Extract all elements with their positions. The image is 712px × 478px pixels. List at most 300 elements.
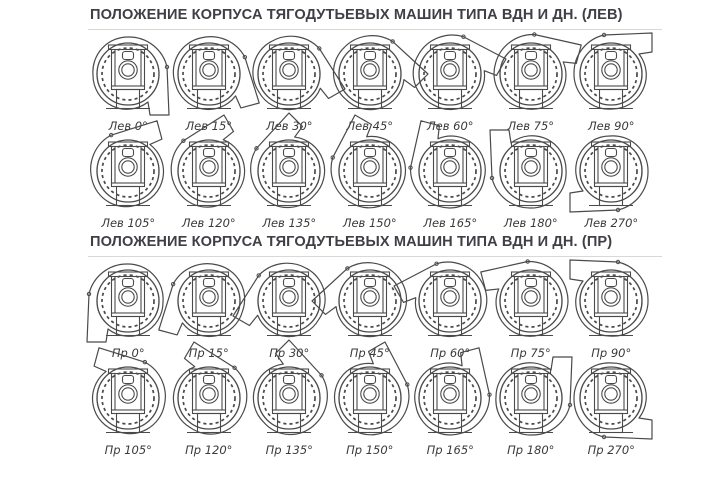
pedestal [439, 414, 462, 433]
top-bar [189, 272, 228, 277]
volute-outline [80, 348, 175, 442]
bearing-inner-circle [283, 161, 295, 173]
top-bar [109, 142, 148, 147]
fan-diagram [571, 362, 652, 459]
fan-casing [87, 264, 163, 342]
motor-assembly [348, 45, 392, 109]
cutoff-tongue-marker [257, 273, 262, 278]
pedestal [197, 317, 220, 336]
fan-position-label: Лев 105° [101, 216, 156, 230]
fan-casing [406, 348, 500, 443]
shaft-cap [445, 279, 456, 287]
shaft-cap [203, 149, 214, 157]
shaft-cap [364, 279, 375, 287]
cutoff-tongue-marker [319, 373, 324, 378]
fan-position-label: Пр 150° [346, 443, 394, 457]
lower-bar [112, 86, 145, 90]
casing-front-circle [339, 43, 401, 105]
top-bar [270, 369, 309, 374]
fan-position-label: Пр 270° [587, 443, 635, 457]
pedestal [117, 187, 140, 206]
casing-front-circle [178, 140, 240, 202]
shaft-cap [203, 376, 214, 384]
pedestal [197, 187, 220, 206]
fan-position-label: Лев 30° [265, 119, 313, 133]
casing-front-circle [500, 140, 562, 202]
pedestal [117, 414, 140, 433]
lower-bar [192, 313, 225, 317]
fan-casing [496, 357, 572, 435]
pedestal [117, 317, 140, 336]
bearing-inner-circle [525, 161, 537, 173]
lower-bar [434, 410, 467, 414]
impeller-dashed-circle [505, 145, 557, 197]
impeller-dashed-circle [263, 145, 315, 197]
bearing-outer-circle [602, 61, 620, 79]
shaft-cap [123, 52, 134, 60]
motor-assembly [267, 142, 311, 206]
fan-position-label: Лев 75° [507, 119, 555, 133]
fan-position-label: Лев 90° [587, 119, 635, 133]
shaft-cap [525, 149, 536, 157]
bearing-inner-circle [283, 388, 295, 400]
impeller-dashed-circle [102, 145, 154, 197]
impeller-dashed-circle [585, 145, 637, 197]
impeller-dashed-circle [585, 275, 637, 327]
casing-front-circle [339, 367, 401, 429]
bearing-outer-circle [441, 158, 459, 176]
fan-position-label: Пр 105° [104, 443, 152, 457]
impeller-dashed-circle [424, 145, 476, 197]
top-bar [189, 45, 228, 50]
motor-assembly [348, 272, 392, 336]
top-bar [511, 142, 550, 147]
bearing-inner-circle [364, 161, 376, 173]
lower-bar [514, 410, 547, 414]
shaft-cap [364, 376, 375, 384]
impeller-dashed-circle [263, 48, 315, 100]
lower-bar [514, 86, 547, 90]
volute-outline [159, 255, 253, 350]
volute-outline [401, 121, 495, 216]
casing-front-circle [580, 367, 642, 429]
top-bar [592, 142, 631, 147]
top-bar [189, 142, 228, 147]
impeller-dashed-circle [183, 145, 235, 197]
motor-assembly [106, 369, 150, 433]
pedestal [278, 90, 301, 109]
shaft-cap [445, 52, 456, 60]
bearing-outer-circle [119, 385, 137, 403]
bearing-outer-circle [602, 288, 620, 306]
pedestal [519, 187, 542, 206]
section-pr [0, 234, 712, 459]
casing-front-circle [258, 270, 320, 332]
bearing-outer-circle [441, 288, 459, 306]
bearing-inner-circle [525, 64, 537, 76]
fan-position-label: Пр 165° [426, 443, 474, 457]
top-bar [350, 142, 389, 147]
casing-front-circle [178, 367, 240, 429]
top-bar [592, 369, 631, 374]
volute-outline [394, 247, 500, 352]
impeller-dashed-circle [424, 372, 476, 424]
fan-position-label: Лев 45° [346, 119, 394, 133]
bearing-outer-circle [280, 288, 298, 306]
section-title-pr: ПОЛОЖЕНИЕ КОРПУСА ТЯГОДУТЬЕВЫХ МАШИН ТИПА ВДН И ДН. (ПР) [88, 234, 662, 257]
lower-bar [353, 183, 386, 187]
fan-casing [574, 33, 652, 109]
motor-assembly [589, 369, 633, 433]
bearing-outer-circle [200, 61, 218, 79]
fan-diagram [571, 38, 652, 135]
impeller-dashed-circle [424, 275, 476, 327]
bearing-inner-circle [283, 64, 295, 76]
bearing-inner-circle [364, 291, 376, 303]
lower-bar [273, 183, 306, 187]
lower-bar [595, 86, 628, 90]
volute-outline [82, 121, 177, 215]
fan-casing [394, 247, 500, 352]
pedestal [278, 187, 301, 206]
bearing-outer-circle [119, 61, 137, 79]
top-bar [189, 369, 228, 374]
bearing-inner-circle [444, 291, 456, 303]
bearing-inner-circle [444, 161, 456, 173]
casing-front-circle [500, 43, 562, 105]
impeller-dashed-circle [263, 275, 315, 327]
volute-outline [570, 260, 648, 336]
shaft-cap [606, 52, 617, 60]
fan-position-label: Пр 60° [430, 346, 471, 360]
volute-outline [233, 248, 338, 354]
fan-casing [80, 348, 175, 442]
cutoff-tongue-marker [532, 32, 536, 36]
casing-front-circle [97, 367, 159, 429]
shaft-cap [123, 279, 134, 287]
shaft-cap [203, 279, 214, 287]
pedestal [358, 317, 381, 336]
motor-assembly [106, 272, 150, 336]
bearing-outer-circle [280, 158, 298, 176]
pedestal [519, 414, 542, 433]
motor-assembly [267, 272, 311, 336]
top-bar [350, 272, 389, 277]
volute-outline [496, 357, 572, 435]
fan-casing [159, 255, 253, 350]
pedestal [358, 90, 381, 109]
top-bar [431, 272, 470, 277]
fan-casing [233, 248, 338, 354]
impeller-dashed-circle [344, 48, 396, 100]
bearing-outer-circle [361, 61, 379, 79]
pedestal [519, 90, 542, 109]
motor-assembly [187, 142, 231, 206]
shaft-cap [445, 376, 456, 384]
impeller-dashed-circle [585, 48, 637, 100]
fan-position-label: Пр 0° [111, 346, 145, 360]
motor-assembly [428, 142, 472, 206]
lower-bar [514, 313, 547, 317]
bearing-outer-circle [280, 61, 298, 79]
casing-front-circle [339, 270, 401, 332]
shaft-cap [445, 149, 456, 157]
impeller-dashed-circle [344, 145, 396, 197]
lower-bar [434, 86, 467, 90]
impeller-dashed-circle [344, 275, 396, 327]
bearing-inner-circle [122, 64, 134, 76]
bearing-outer-circle [602, 158, 620, 176]
fan-casing [82, 121, 177, 215]
cutoff-tongue-marker [254, 146, 259, 151]
casing-front-circle [580, 43, 642, 105]
lower-bar [353, 313, 386, 317]
volute-outline [574, 363, 652, 439]
casing-front-circle [580, 140, 642, 202]
cutoff-tongue-marker [243, 55, 247, 59]
lower-bar [192, 183, 225, 187]
top-bar [109, 369, 148, 374]
bearing-inner-circle [525, 388, 537, 400]
fan-casing [481, 252, 576, 346]
pedestal [197, 90, 220, 109]
motor-assembly [187, 45, 231, 109]
lower-bar [353, 86, 386, 90]
pedestal [600, 414, 623, 433]
fan-position-label: Пр 75° [510, 346, 551, 360]
bearing-inner-circle [605, 64, 617, 76]
cutoff-tongue-marker [603, 33, 606, 36]
bearing-inner-circle [122, 388, 134, 400]
cutoff-tongue-marker [434, 261, 439, 266]
fan-row-pr-105-270 [88, 362, 652, 459]
motor-assembly [348, 369, 392, 433]
cutoff-tongue-marker [617, 208, 620, 211]
lower-bar [192, 86, 225, 90]
lower-bar [434, 183, 467, 187]
fan-casing [574, 363, 652, 439]
impeller-dashed-circle [505, 48, 557, 100]
motor-assembly [106, 142, 150, 206]
motor-assembly [589, 45, 633, 109]
top-bar [109, 272, 148, 277]
fan-position-label: Лев 270° [584, 216, 639, 230]
fan-casing [570, 260, 648, 336]
cutoff-tongue-marker [603, 435, 606, 438]
impeller-dashed-circle [102, 48, 154, 100]
bearing-outer-circle [522, 288, 540, 306]
bearing-outer-circle [361, 385, 379, 403]
section-title-lev: ПОЛОЖЕНИЕ КОРПУСА ТЯГОДУТЬЕВЫХ МАШИН ТИПА ВДН И ДН. (ЛЕВ) [88, 7, 662, 30]
bearing-inner-circle [364, 64, 376, 76]
impeller-dashed-circle [183, 275, 235, 327]
pedestal [117, 90, 140, 109]
top-bar [431, 142, 470, 147]
bearing-inner-circle [203, 291, 215, 303]
impeller-dashed-circle [505, 275, 557, 327]
pedestal [278, 414, 301, 433]
fan-position-label: Пр 120° [185, 443, 233, 457]
impeller-dashed-circle [505, 372, 557, 424]
bearing-inner-circle [122, 291, 134, 303]
volute-outline [93, 37, 169, 115]
fan-casing [165, 28, 259, 123]
bearing-outer-circle [361, 288, 379, 306]
fan-position-label: Пр 180° [507, 443, 555, 457]
fan-row-lev-0-90 [88, 38, 652, 135]
cutoff-tongue-marker [88, 292, 91, 295]
shaft-cap [123, 149, 134, 157]
motor-assembly [509, 272, 553, 336]
fan-position-label: Пр 45° [349, 346, 390, 360]
lower-bar [353, 410, 386, 414]
shaft-cap [364, 52, 375, 60]
top-bar [350, 369, 389, 374]
top-bar [270, 45, 309, 50]
lower-bar [112, 410, 145, 414]
fan-position-label: Лев 180° [503, 216, 558, 230]
pedestal [197, 414, 220, 433]
lower-bar [273, 410, 306, 414]
bearing-outer-circle [522, 385, 540, 403]
fan-casing [570, 136, 648, 212]
pedestal [439, 187, 462, 206]
bearing-inner-circle [444, 388, 456, 400]
cutoff-tongue-marker [409, 166, 413, 170]
fan-position-label: Лев 135° [262, 216, 317, 230]
bearing-outer-circle [522, 158, 540, 176]
fan-diagram [571, 135, 652, 232]
bearing-inner-circle [444, 64, 456, 76]
cutoff-tongue-marker [317, 46, 322, 51]
motor-assembly [428, 369, 472, 433]
motor-assembly [428, 45, 472, 109]
lower-bar [112, 313, 145, 317]
pedestal [358, 414, 381, 433]
bearing-inner-circle [605, 161, 617, 173]
cutoff-tongue-marker [232, 365, 237, 370]
cutoff-tongue-marker [390, 39, 395, 44]
volute-outline [406, 348, 500, 443]
bearing-inner-circle [203, 161, 215, 173]
casing-front-circle [419, 270, 481, 332]
motor-assembly [267, 45, 311, 109]
bearing-inner-circle [364, 388, 376, 400]
impeller-dashed-circle [102, 372, 154, 424]
pedestal [358, 187, 381, 206]
shaft-cap [525, 376, 536, 384]
bearing-outer-circle [441, 61, 459, 79]
shaft-cap [284, 376, 295, 384]
bearing-outer-circle [200, 385, 218, 403]
bearing-outer-circle [200, 158, 218, 176]
fan-diagram [571, 265, 652, 362]
fan-position-label: Лев 150° [342, 216, 397, 230]
section-lev [0, 7, 712, 232]
fan-row-lev-105-270 [88, 135, 652, 232]
lower-bar [273, 86, 306, 90]
casing-front-circle [419, 43, 481, 105]
fan-row-pr-0-90 [88, 265, 652, 362]
fan-position-label: Лев 0° [108, 119, 148, 133]
motor-assembly [267, 369, 311, 433]
shaft-cap [525, 52, 536, 60]
top-bar [431, 45, 470, 50]
impeller-dashed-circle [585, 372, 637, 424]
bearing-outer-circle [119, 288, 137, 306]
casing-front-circle [258, 367, 320, 429]
lower-bar [434, 313, 467, 317]
fan-position-label: Пр 135° [265, 443, 313, 457]
shaft-cap [606, 149, 617, 157]
shaft-cap [364, 149, 375, 157]
cutoff-tongue-marker [330, 155, 335, 160]
bearing-inner-circle [283, 291, 295, 303]
pedestal [519, 317, 542, 336]
impeller-dashed-circle [344, 372, 396, 424]
shaft-cap [203, 52, 214, 60]
lower-bar [192, 410, 225, 414]
casing-front-circle [580, 270, 642, 332]
impeller-dashed-circle [424, 48, 476, 100]
bearing-outer-circle [602, 385, 620, 403]
motor-assembly [348, 142, 392, 206]
casing-front-circle [258, 43, 320, 105]
top-bar [592, 272, 631, 277]
fan-casing [401, 121, 495, 216]
volute-outline [165, 28, 259, 123]
impeller-dashed-circle [263, 372, 315, 424]
fan-casing [490, 130, 566, 208]
motor-assembly [187, 369, 231, 433]
bearing-inner-circle [203, 388, 215, 400]
volute-outline [490, 130, 566, 208]
bearing-outer-circle [441, 385, 459, 403]
casing-front-circle [339, 140, 401, 202]
casing-front-circle [419, 140, 481, 202]
fan-position-label: Пр 15° [188, 346, 229, 360]
top-bar [270, 272, 309, 277]
casing-front-circle [178, 270, 240, 332]
cutoff-tongue-marker [525, 259, 529, 263]
casing-front-circle [500, 270, 562, 332]
top-bar [511, 45, 550, 50]
pedestal [439, 90, 462, 109]
cutoff-tongue-marker [345, 266, 350, 271]
casing-front-circle [258, 140, 320, 202]
motor-assembly [509, 369, 553, 433]
top-bar [350, 45, 389, 50]
cutoff-tongue-marker [181, 138, 186, 143]
top-bar [511, 369, 550, 374]
bearing-outer-circle [200, 288, 218, 306]
casing-front-circle [97, 270, 159, 332]
bearing-outer-circle [361, 158, 379, 176]
fan-position-label: Лев 120° [181, 216, 236, 230]
impeller-dashed-circle [183, 48, 235, 100]
shaft-cap [284, 149, 295, 157]
volute-outline [574, 33, 652, 109]
fan-position-label: Лев 15° [185, 119, 233, 133]
pedestal [439, 317, 462, 336]
volute-outline [481, 252, 576, 346]
top-bar [109, 45, 148, 50]
fan-position-label: Лев 60° [426, 119, 474, 133]
shaft-cap [123, 376, 134, 384]
shaft-cap [606, 376, 617, 384]
fan-position-label: Пр 90° [591, 346, 632, 360]
cutoff-tongue-marker [171, 282, 175, 286]
